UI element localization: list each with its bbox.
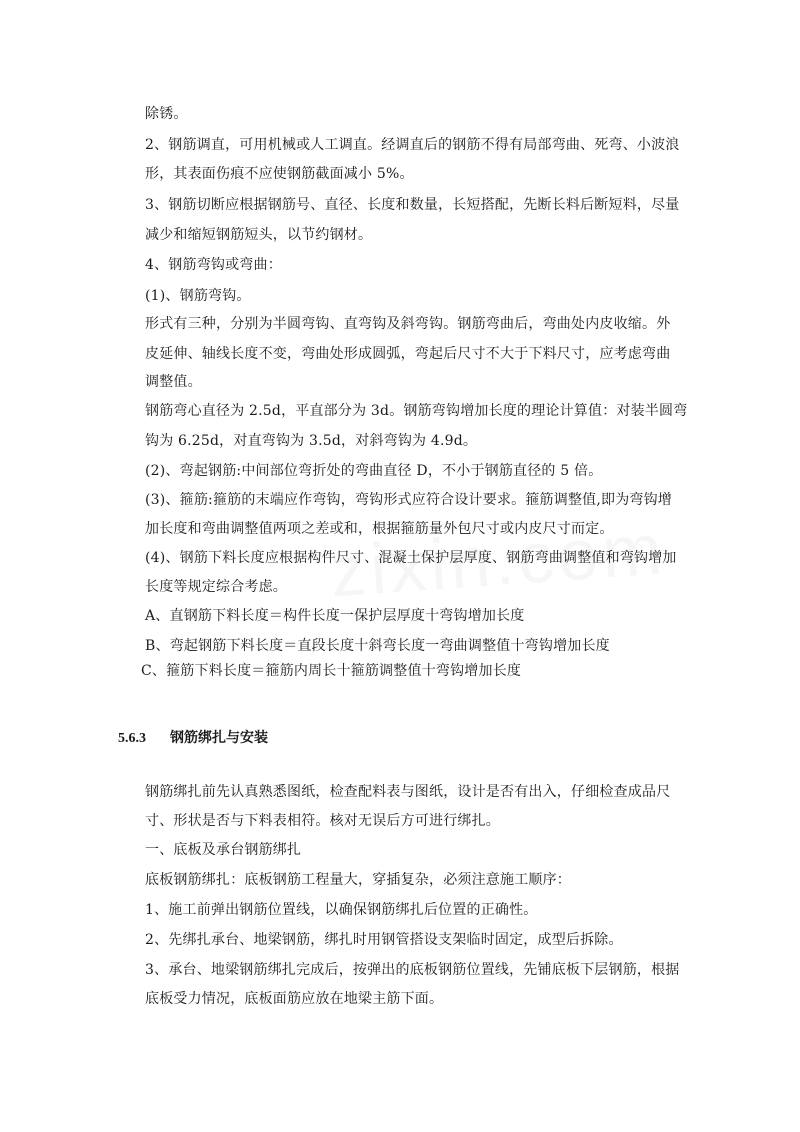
text-line: 寸、形状是否与下料表相符。核对无误后方可进行绑扎。 [145,813,500,829]
text-line: 长度等规定综合考虑。 [145,579,287,595]
text-line: 皮延伸、轴线长度不变，弯曲处形成圆弧，弯起后尺寸不大于下料尺寸，应考虑弯曲 [145,346,671,362]
text-line: 2、先绑扎承台、地梁钢筋，绑扎时用钢管搭设支架临时固定，成型后拆除。 [145,932,623,948]
text-line: (2)、弯起钢筋:中间部位弯折处的弯曲直径 D，不小于钢筋直径的 5 倍。 [145,463,603,479]
text-line: 1、施工前弹出钢筋位置线，以确保钢筋绑扎后位置的正确性。 [145,902,538,918]
text-line: 3、承台、地梁钢筋绑扎完成后，按弹出的底板钢筋位置线，先铺底板下层钢筋，根据 [145,962,680,978]
text-line: 底板受力情况，底板面筋应放在地梁主筋下面。 [145,991,444,1007]
text-line: 2、钢筋调直，可用机械或人工调直。经调直后的钢筋不得有局部弯曲、死弯、小波浪 [145,137,680,153]
text-line: 钢筋绑扎前先认真熟悉图纸，检查配料表与图纸，设计是否有出入，仔细检查成品尺 [145,784,671,800]
text-line: C、箍筋下料长度＝箍筋内周长十箍筋调整值十弯钩增加长度 [141,663,522,679]
section-heading [118,728,268,749]
text-line: 调整值。 [145,374,202,390]
text-line: 3、钢筋切断应根据钢筋号、直径、长度和数量，长短搭配，先断长料后断短料，尽量 [145,197,680,213]
text-line: 减少和缩短钢筋短头，以节约钢材。 [145,227,373,243]
text-line: 钢筋弯心直径为 2.5d，平直部分为 3d。钢筋弯钩增加长度的理论计算值：对装半圆弯 [145,403,688,419]
text-line: (3)、箍筋:箍筋的末端应作弯钩，弯钩形式应符合设计要求。箍筋调整值,即为弯钩增 [145,492,672,508]
text-line: (4)、钢筋下料长度应根据构件尺寸、混凝土保护层厚度、钢筋弯曲调整值和弯钩增加 [145,550,677,566]
text-line: 形，其表面伤痕不应使钢筋截面减小 5%。 [145,166,414,182]
text-line: 形式有三种，分别为半圆弯钩、直弯钩及斜弯钩。钢筋弯曲后，弯曲处内皮收缩。外 [145,316,671,332]
text-line: 钩为 6.25d，对直弯钩为 3.5d，对斜弯钩为 4.9d。 [145,433,478,449]
text-line: 除锈。 [145,106,188,122]
section-number: 5.6.3 [118,731,146,746]
text-line: 一、底板及承台钢筋绑扎 [145,842,302,858]
text-line: A、直钢筋下料长度＝构件长度一保护层厚度十弯钩增加长度 [145,608,525,624]
section-title: 钢筋绑扎与安装 [170,730,268,746]
text-line: 4、钢筋弯钩或弯曲： [145,257,282,273]
text-line: (1)、钢筋弯钩。 [145,288,251,304]
text-line: 加长度和弯曲调整值两项之差或和，根据箍筋量外包尺寸或内皮尺寸而定。 [145,521,614,537]
text-line: B、弯起钢筋下料长度＝直段长度十斜弯长度一弯曲调整值十弯钩增加长度 [145,638,610,654]
text-line: 底板钢筋绑扎：底板钢筋工程量大，穿插复杂，必须注意施工顺序： [145,872,571,888]
